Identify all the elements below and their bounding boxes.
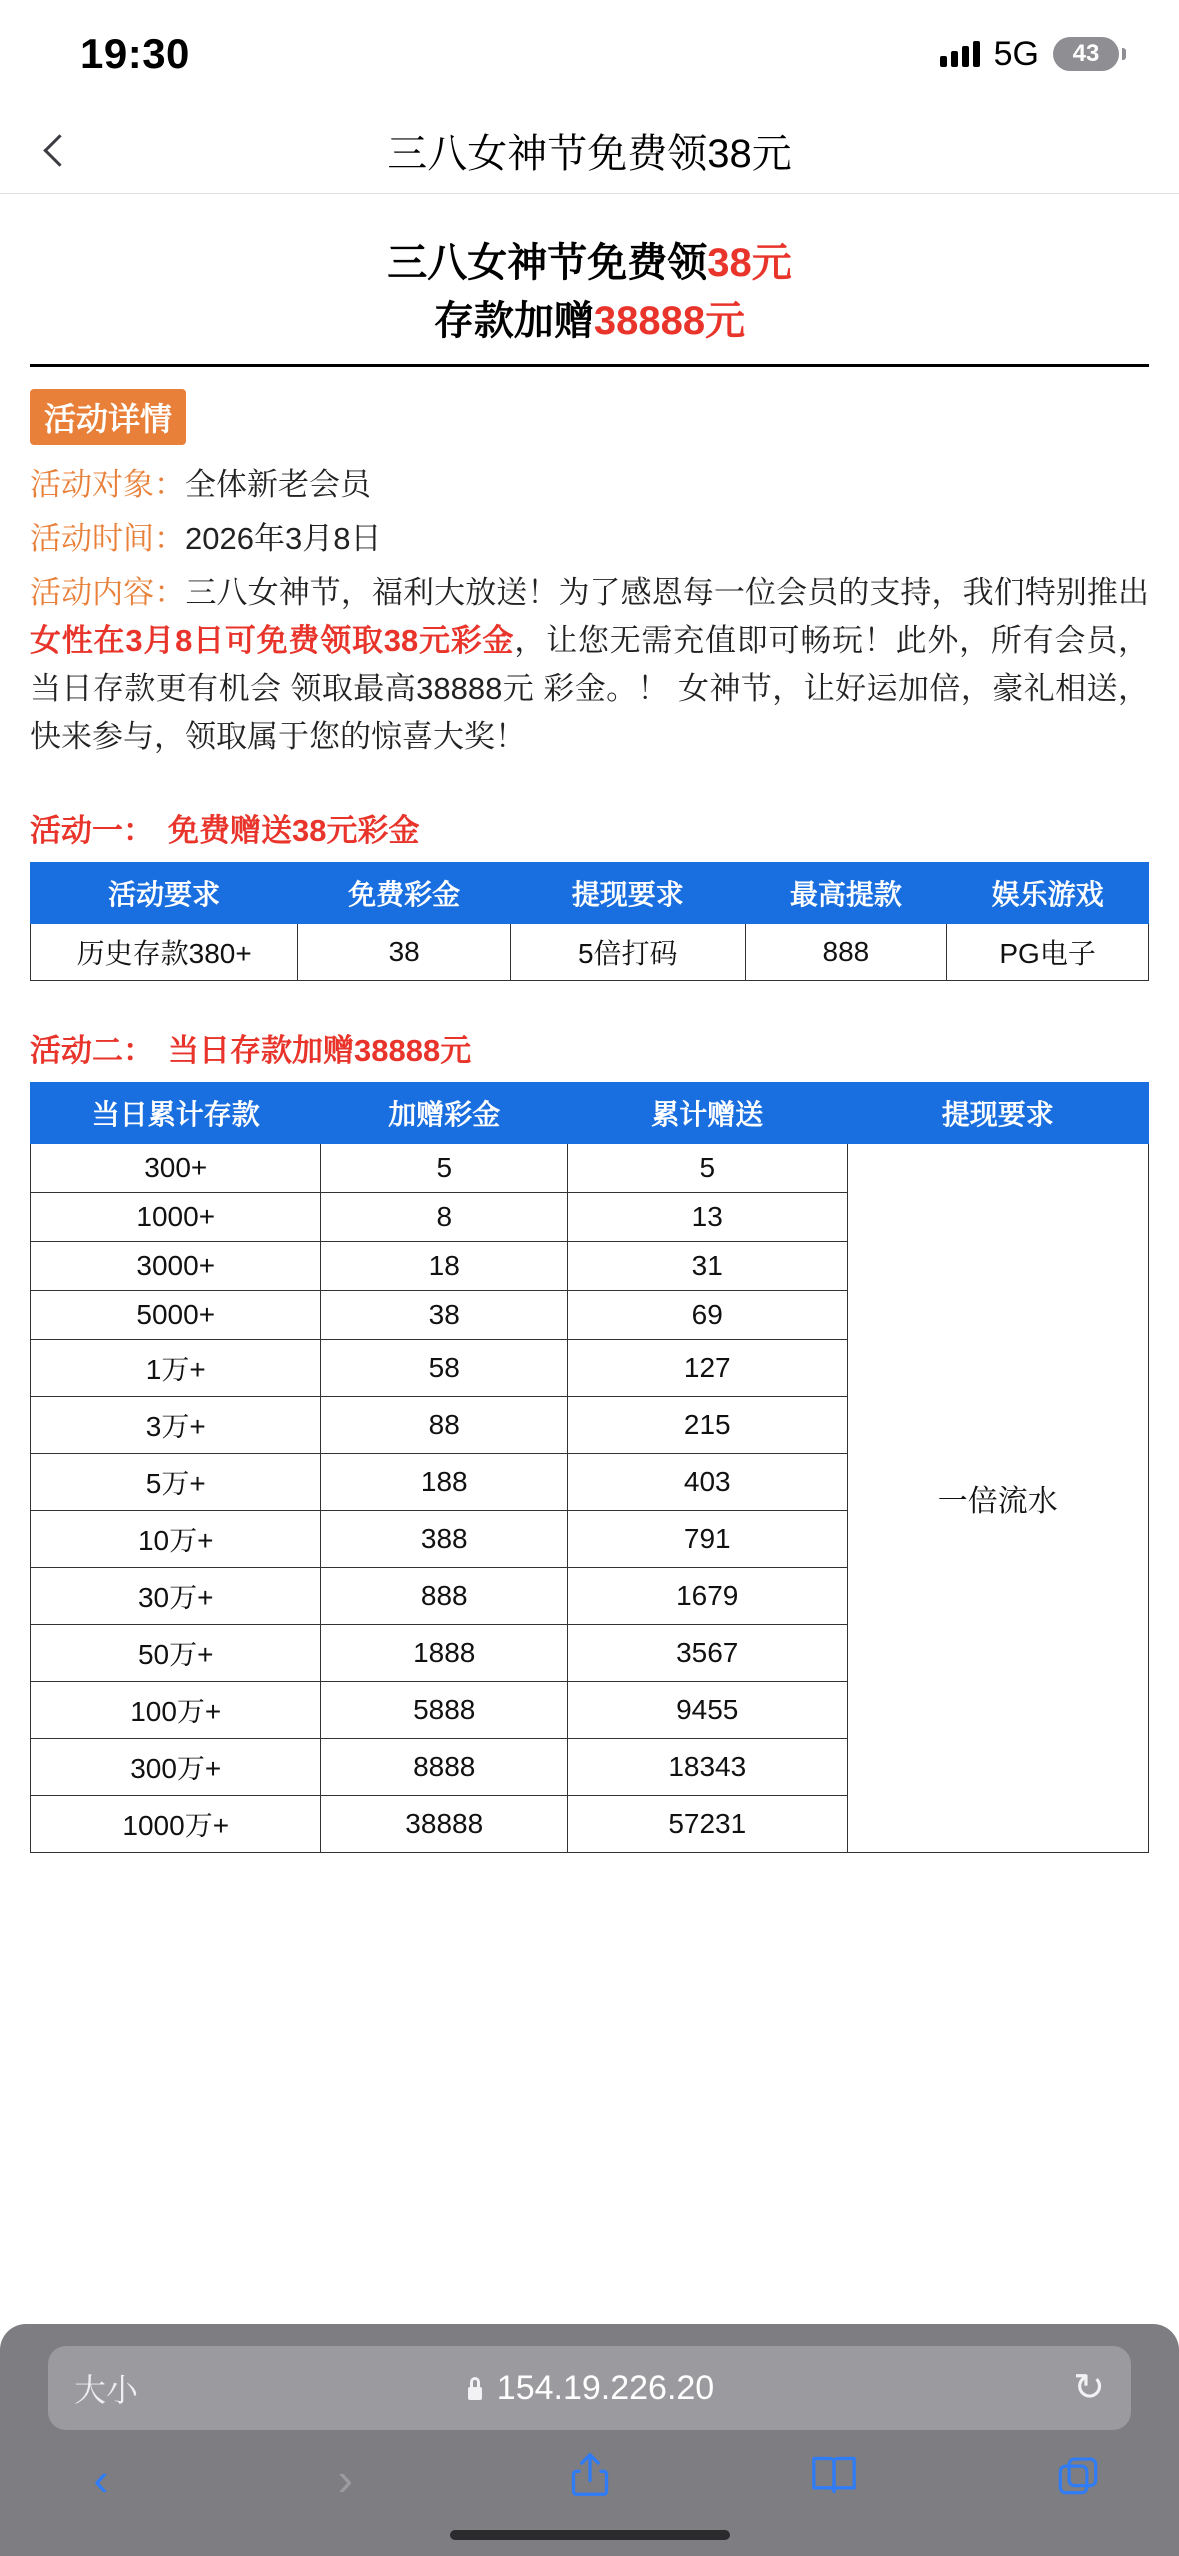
- battery-indicator: 43: [1053, 37, 1119, 71]
- url-display: [48, 2369, 1131, 2408]
- cell-cumulative: 791: [568, 1511, 848, 1568]
- cell-withdraw-req: 5倍打码: [511, 924, 746, 981]
- cell-bonus: 5: [321, 1144, 568, 1193]
- url-text: 154.19.226.20: [496, 2368, 715, 2407]
- cell-daily-deposit: 5000+: [31, 1291, 321, 1340]
- forward-button[interactable]: ›: [337, 2452, 353, 2505]
- cell-cumulative: 215: [568, 1397, 848, 1454]
- promo-title-line2-text: 存款加赠: [433, 299, 594, 343]
- cell-bonus: 38888: [321, 1796, 568, 1853]
- cell-bonus: 388: [321, 1511, 568, 1568]
- detail-value-time: 2026年3月8日: [185, 521, 382, 557]
- promo-title-line2-amount: 38888元: [593, 299, 746, 343]
- browser-toolbar: [0, 2430, 1179, 2507]
- activity-two-heading: [30, 1025, 1149, 1070]
- col-header-requirement: 活动要求: [31, 863, 298, 924]
- promo-title: [30, 234, 1149, 350]
- promo-title-line-2: [30, 292, 1149, 350]
- promo-title-line1-amount: 38元: [707, 241, 792, 285]
- cell-cumulative: 127: [568, 1340, 848, 1397]
- activity-one-table: [30, 862, 1149, 981]
- table-row: [31, 924, 1149, 981]
- tabs-icon[interactable]: [1043, 2453, 1113, 2504]
- detail-label-target: 活动对象：: [30, 467, 185, 502]
- cell-bonus: 888: [321, 1568, 568, 1625]
- lock-icon: [465, 2376, 485, 2400]
- col-header-free-bonus: 免费彩金: [298, 863, 511, 924]
- col-header-withdraw-req: 提现要求: [511, 863, 746, 924]
- signal-bars-icon: [940, 41, 980, 67]
- cell-bonus: 38: [321, 1291, 568, 1340]
- cell-cumulative: 5: [568, 1144, 848, 1193]
- list-item: [30, 461, 1149, 509]
- detail-label-time: 活动时间：: [30, 521, 185, 557]
- title-divider: [30, 364, 1149, 367]
- col-header-cumulative: 累计赠送: [568, 1083, 848, 1144]
- cell-withdraw-requirement: 一倍流水: [847, 1144, 1149, 1853]
- cell-daily-deposit: 1万+: [31, 1340, 321, 1397]
- cell-daily-deposit: 300万+: [31, 1739, 321, 1796]
- table-header-row: [31, 863, 1149, 924]
- page-nav-header: [0, 108, 1179, 194]
- detail-label-content: 活动内容：: [30, 575, 186, 611]
- cell-bonus: 58: [321, 1340, 568, 1397]
- page-title: 三八女神节免费领38元: [387, 132, 792, 176]
- browser-bottom-bar: [0, 2324, 1179, 2556]
- cell-bonus: 18: [321, 1242, 568, 1291]
- cell-free-bonus: 38: [298, 924, 511, 981]
- col-header-max-withdraw: 最高提款: [745, 863, 947, 924]
- cell-bonus: 8888: [321, 1739, 568, 1796]
- detail-content-post: ，让您无需充值即可畅玩！此外，所有会员，当日存款更有机会 领取最高38888元 彩金。！ 女神节，让好运加倍，豪礼相送，快来参与，领取属于您的惊喜大奖！: [30, 623, 1150, 755]
- reload-icon[interactable]: ↻: [1073, 2367, 1105, 2409]
- detail-value-target: 全体新老会员: [185, 467, 371, 502]
- cell-requirement: 历史存款380+: [31, 924, 298, 981]
- col-header-games: 娱乐游戏: [947, 863, 1149, 924]
- cell-daily-deposit: 5万+: [31, 1454, 321, 1511]
- cell-daily-deposit: 100万+: [31, 1682, 321, 1739]
- cell-cumulative: 69: [568, 1291, 848, 1340]
- back-button[interactable]: ‹: [93, 2452, 109, 2505]
- share-icon[interactable]: [555, 2450, 625, 2507]
- activity-one-prefix: 活动一：: [30, 813, 154, 849]
- activity-two-prefix: 活动二：: [30, 1033, 154, 1069]
- detail-content-paragraph: [30, 569, 1149, 761]
- cell-daily-deposit: 1000+: [31, 1193, 321, 1242]
- promo-title-line1-text: 三八女神节免费领: [387, 241, 708, 285]
- cell-cumulative: 18343: [568, 1739, 848, 1796]
- cell-max-withdraw: 888: [745, 924, 947, 981]
- col-header-bonus: 加赠彩金: [321, 1083, 568, 1144]
- activity-one-heading: [30, 805, 1149, 850]
- status-bar: [0, 0, 1179, 108]
- status-indicators: [940, 35, 1119, 74]
- cell-games: PG电子: [947, 924, 1149, 981]
- cell-daily-deposit: 300+: [31, 1144, 321, 1193]
- cell-daily-deposit: 3000+: [31, 1242, 321, 1291]
- url-row: [0, 2324, 1179, 2430]
- col-header-daily-deposit: 当日累计存款: [31, 1083, 321, 1144]
- activity-two-name: 当日存款加赠38888元: [168, 1033, 472, 1069]
- cell-cumulative: 3567: [568, 1625, 848, 1682]
- promo-content: [0, 194, 1179, 1853]
- cell-cumulative: 403: [568, 1454, 848, 1511]
- book-icon[interactable]: [799, 2453, 869, 2504]
- promo-title-line-1: [30, 234, 1149, 292]
- table-header-row: [31, 1083, 1149, 1144]
- cell-daily-deposit: 1000万+: [31, 1796, 321, 1853]
- cell-daily-deposit: 30万+: [31, 1568, 321, 1625]
- cell-daily-deposit: 10万+: [31, 1511, 321, 1568]
- cell-cumulative: 13: [568, 1193, 848, 1242]
- cell-bonus: 8: [321, 1193, 568, 1242]
- network-type-label: 5G: [993, 34, 1039, 73]
- cell-daily-deposit: 3万+: [31, 1397, 321, 1454]
- cell-bonus: 5888: [321, 1682, 568, 1739]
- table-row: [31, 1144, 1149, 1193]
- cell-cumulative: 1679: [568, 1568, 848, 1625]
- col-header-withdraw-req: 提现要求: [847, 1083, 1149, 1144]
- text-size-button[interactable]: 大小: [74, 2372, 139, 2408]
- promo-detail-list: [30, 461, 1149, 761]
- activity-one-name: 免费赠送38元彩金: [168, 813, 420, 849]
- cell-bonus: 88: [321, 1397, 568, 1454]
- cell-daily-deposit: 50万+: [31, 1625, 321, 1682]
- list-item: [30, 515, 1149, 563]
- home-indicator: [450, 2530, 730, 2540]
- activity-two-table: [30, 1082, 1149, 1853]
- cell-cumulative: 31: [568, 1242, 848, 1291]
- section-tag-details: 活动详情: [30, 389, 186, 445]
- address-bar[interactable]: [48, 2346, 1131, 2430]
- cell-cumulative: 9455: [568, 1682, 848, 1739]
- detail-content-pre: 三八女神节，福利大放送！为了感恩每一位会员的支持，我们特别推出: [185, 575, 1150, 611]
- cell-cumulative: 57231: [568, 1796, 848, 1853]
- cell-bonus: 188: [321, 1454, 568, 1511]
- detail-content-highlight: 女性在3月8日可免费领取38元彩金: [30, 623, 515, 659]
- status-time: 19:30: [80, 30, 190, 77]
- cell-bonus: 1888: [321, 1625, 568, 1682]
